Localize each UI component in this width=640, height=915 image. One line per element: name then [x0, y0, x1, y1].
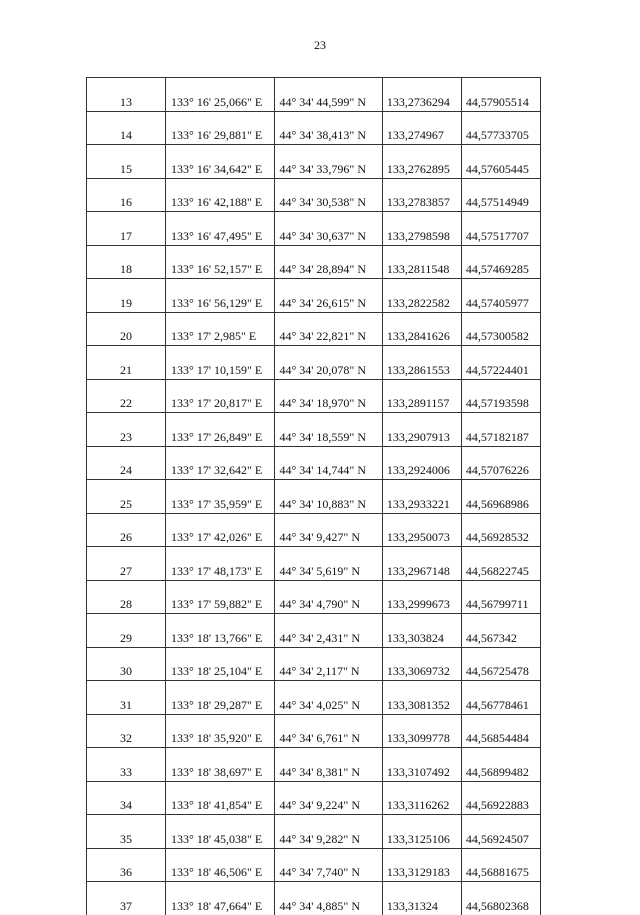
longitude-decimal-cell: 133,2891157 — [382, 379, 461, 413]
latitude-decimal-cell: 44,57469285 — [461, 245, 540, 279]
table-row — [87, 346, 541, 380]
longitude-dms-cell: 133° 18' 46,506" E — [166, 848, 275, 882]
latitude-decimal-cell: 44,57224401 — [461, 346, 540, 380]
point-number-cell: 26 — [87, 513, 166, 547]
longitude-decimal-cell: 133,303824 — [382, 614, 461, 648]
longitude-dms-cell: 133° 17' 20,817" E — [166, 379, 275, 413]
latitude-decimal-cell: 44,56799711 — [461, 580, 540, 614]
longitude-dms-cell: 133° 16' 47,495" E — [166, 212, 275, 246]
point-number-cell: 34 — [87, 781, 166, 815]
longitude-decimal-cell: 133,2798598 — [382, 212, 461, 246]
longitude-dms-cell: 133° 16' 34,642" E — [166, 145, 275, 179]
point-number-cell: 36 — [87, 848, 166, 882]
longitude-dms-cell: 133° 17' 2,985" E — [166, 312, 275, 346]
table-row — [87, 647, 541, 681]
point-number-cell: 16 — [87, 178, 166, 212]
longitude-decimal-cell: 133,2967148 — [382, 547, 461, 581]
latitude-dms-cell: 44° 34' 9,427" N — [275, 513, 382, 547]
longitude-dms-cell: 133° 16' 29,881" E — [166, 111, 275, 145]
longitude-decimal-cell: 133,2907913 — [382, 413, 461, 447]
longitude-decimal-cell: 133,2811548 — [382, 245, 461, 279]
longitude-dms-cell: 133° 18' 47,664" E — [166, 882, 275, 915]
point-number-cell: 29 — [87, 614, 166, 648]
latitude-dms-cell: 44° 34' 6,761" N — [275, 714, 382, 748]
point-number-cell: 31 — [87, 681, 166, 715]
latitude-decimal-cell: 44,56802368 — [461, 882, 540, 915]
latitude-decimal-cell: 44,57733705 — [461, 111, 540, 145]
latitude-decimal-cell: 44,57300582 — [461, 312, 540, 346]
point-number-cell: 33 — [87, 748, 166, 782]
longitude-decimal-cell: 133,3099778 — [382, 714, 461, 748]
latitude-dms-cell: 44° 34' 26,615" N — [275, 279, 382, 313]
latitude-decimal-cell: 44,56922883 — [461, 781, 540, 815]
longitude-dms-cell: 133° 18' 41,854" E — [166, 781, 275, 815]
point-number-cell: 27 — [87, 547, 166, 581]
table-row — [87, 111, 541, 145]
longitude-decimal-cell: 133,3107492 — [382, 748, 461, 782]
table-row — [87, 480, 541, 514]
point-number-cell: 19 — [87, 279, 166, 313]
latitude-dms-cell: 44° 34' 44,599" N — [275, 78, 382, 112]
table-row — [87, 781, 541, 815]
latitude-decimal-cell: 44,56924507 — [461, 815, 540, 849]
table-row — [87, 379, 541, 413]
longitude-dms-cell: 133° 16' 56,129" E — [166, 279, 275, 313]
latitude-decimal-cell: 44,57905514 — [461, 78, 540, 112]
longitude-dms-cell: 133° 18' 13,766" E — [166, 614, 275, 648]
table-row — [87, 446, 541, 480]
latitude-decimal-cell: 44,57076226 — [461, 446, 540, 480]
longitude-dms-cell: 133° 17' 32,642" E — [166, 446, 275, 480]
table-row — [87, 580, 541, 614]
latitude-dms-cell: 44° 34' 30,538" N — [275, 178, 382, 212]
point-number-cell: 35 — [87, 815, 166, 849]
point-number-cell: 24 — [87, 446, 166, 480]
point-number-cell: 23 — [87, 413, 166, 447]
longitude-dms-cell: 133° 17' 42,026" E — [166, 513, 275, 547]
latitude-dms-cell: 44° 34' 4,025" N — [275, 681, 382, 715]
longitude-dms-cell: 133° 18' 45,038" E — [166, 815, 275, 849]
table-row — [87, 245, 541, 279]
longitude-decimal-cell: 133,2762895 — [382, 145, 461, 179]
table-row — [87, 279, 541, 313]
latitude-decimal-cell: 44,56778461 — [461, 681, 540, 715]
point-number-cell: 30 — [87, 647, 166, 681]
table-row — [87, 212, 541, 246]
table-row — [87, 413, 541, 447]
table-row — [87, 145, 541, 179]
table-row — [87, 848, 541, 882]
latitude-decimal-cell: 44,56822745 — [461, 547, 540, 581]
longitude-dms-cell: 133° 17' 59,882" E — [166, 580, 275, 614]
longitude-dms-cell: 133° 17' 35,959" E — [166, 480, 275, 514]
latitude-decimal-cell: 44,57605445 — [461, 145, 540, 179]
latitude-dms-cell: 44° 34' 20,078" N — [275, 346, 382, 380]
latitude-dms-cell: 44° 34' 33,796" N — [275, 145, 382, 179]
point-number-cell: 28 — [87, 580, 166, 614]
longitude-decimal-cell: 133,3069732 — [382, 647, 461, 681]
longitude-dms-cell: 133° 16' 42,188" E — [166, 178, 275, 212]
latitude-dms-cell: 44° 34' 9,224" N — [275, 781, 382, 815]
table-row — [87, 681, 541, 715]
point-number-cell: 18 — [87, 245, 166, 279]
point-number-cell: 14 — [87, 111, 166, 145]
longitude-dms-cell: 133° 18' 35,920" E — [166, 714, 275, 748]
latitude-dms-cell: 44° 34' 9,282" N — [275, 815, 382, 849]
table-row — [87, 178, 541, 212]
latitude-decimal-cell: 44,56899482 — [461, 748, 540, 782]
table-row — [87, 815, 541, 849]
latitude-dms-cell: 44° 34' 28,894" N — [275, 245, 382, 279]
latitude-dms-cell: 44° 34' 38,413" N — [275, 111, 382, 145]
latitude-dms-cell: 44° 34' 4,790" N — [275, 580, 382, 614]
point-number-cell: 22 — [87, 379, 166, 413]
table-row — [87, 614, 541, 648]
longitude-decimal-cell: 133,3125106 — [382, 815, 461, 849]
longitude-decimal-cell: 133,2924006 — [382, 446, 461, 480]
longitude-decimal-cell: 133,3081352 — [382, 681, 461, 715]
latitude-decimal-cell: 44,567342 — [461, 614, 540, 648]
latitude-decimal-cell: 44,56854484 — [461, 714, 540, 748]
longitude-decimal-cell: 133,3129183 — [382, 848, 461, 882]
latitude-dms-cell: 44° 34' 2,117" N — [275, 647, 382, 681]
longitude-dms-cell: 133° 17' 26,849" E — [166, 413, 275, 447]
point-number-cell: 21 — [87, 346, 166, 380]
latitude-decimal-cell: 44,56968986 — [461, 480, 540, 514]
latitude-dms-cell: 44° 34' 7,740" N — [275, 848, 382, 882]
longitude-decimal-cell: 133,3116262 — [382, 781, 461, 815]
longitude-decimal-cell: 133,2999673 — [382, 580, 461, 614]
longitude-dms-cell: 133° 17' 48,173" E — [166, 547, 275, 581]
longitude-decimal-cell: 133,274967 — [382, 111, 461, 145]
longitude-dms-cell: 133° 18' 29,287" E — [166, 681, 275, 715]
latitude-dms-cell: 44° 34' 14,744" N — [275, 446, 382, 480]
table-row — [87, 312, 541, 346]
table-row — [87, 547, 541, 581]
latitude-dms-cell: 44° 34' 18,559" N — [275, 413, 382, 447]
page-number: 23 — [314, 38, 326, 52]
latitude-decimal-cell: 44,57405977 — [461, 279, 540, 313]
table-row — [87, 78, 541, 112]
longitude-dms-cell: 133° 17' 10,159" E — [166, 346, 275, 380]
table-row — [87, 714, 541, 748]
latitude-dms-cell: 44° 34' 10,883" N — [275, 480, 382, 514]
coordinates-table-body — [87, 78, 541, 915]
latitude-decimal-cell: 44,57517707 — [461, 212, 540, 246]
latitude-dms-cell: 44° 34' 18,970" N — [275, 379, 382, 413]
latitude-dms-cell: 44° 34' 5,619" N — [275, 547, 382, 581]
table-row — [87, 513, 541, 547]
longitude-dms-cell: 133° 16' 25,066" E — [166, 78, 275, 112]
point-number-cell: 13 — [87, 78, 166, 112]
point-number-cell: 20 — [87, 312, 166, 346]
longitude-decimal-cell: 133,2822582 — [382, 279, 461, 313]
latitude-dms-cell: 44° 34' 8,381" N — [275, 748, 382, 782]
longitude-decimal-cell: 133,2841626 — [382, 312, 461, 346]
table-row — [87, 882, 541, 915]
longitude-decimal-cell: 133,2950073 — [382, 513, 461, 547]
point-number-cell: 25 — [87, 480, 166, 514]
latitude-decimal-cell: 44,56725478 — [461, 647, 540, 681]
latitude-dms-cell: 44° 34' 2,431" N — [275, 614, 382, 648]
point-number-cell: 17 — [87, 212, 166, 246]
latitude-decimal-cell: 44,57514949 — [461, 178, 540, 212]
coordinates-table — [86, 77, 541, 915]
latitude-dms-cell: 44° 34' 22,821" N — [275, 312, 382, 346]
longitude-decimal-cell: 133,2933221 — [382, 480, 461, 514]
point-number-cell: 37 — [87, 882, 166, 915]
latitude-decimal-cell: 44,57193598 — [461, 379, 540, 413]
point-number-cell: 32 — [87, 714, 166, 748]
longitude-decimal-cell: 133,2783857 — [382, 178, 461, 212]
longitude-decimal-cell: 133,31324 — [382, 882, 461, 915]
latitude-dms-cell: 44° 34' 30,637" N — [275, 212, 382, 246]
latitude-decimal-cell: 44,57182187 — [461, 413, 540, 447]
latitude-decimal-cell: 44,56881675 — [461, 848, 540, 882]
longitude-dms-cell: 133° 16' 52,157" E — [166, 245, 275, 279]
longitude-dms-cell: 133° 18' 38,697" E — [166, 748, 275, 782]
table-row — [87, 748, 541, 782]
longitude-decimal-cell: 133,2861553 — [382, 346, 461, 380]
point-number-cell: 15 — [87, 145, 166, 179]
longitude-decimal-cell: 133,2736294 — [382, 78, 461, 112]
longitude-dms-cell: 133° 18' 25,104" E — [166, 647, 275, 681]
latitude-dms-cell: 44° 34' 4,885" N — [275, 882, 382, 915]
latitude-decimal-cell: 44,56928532 — [461, 513, 540, 547]
